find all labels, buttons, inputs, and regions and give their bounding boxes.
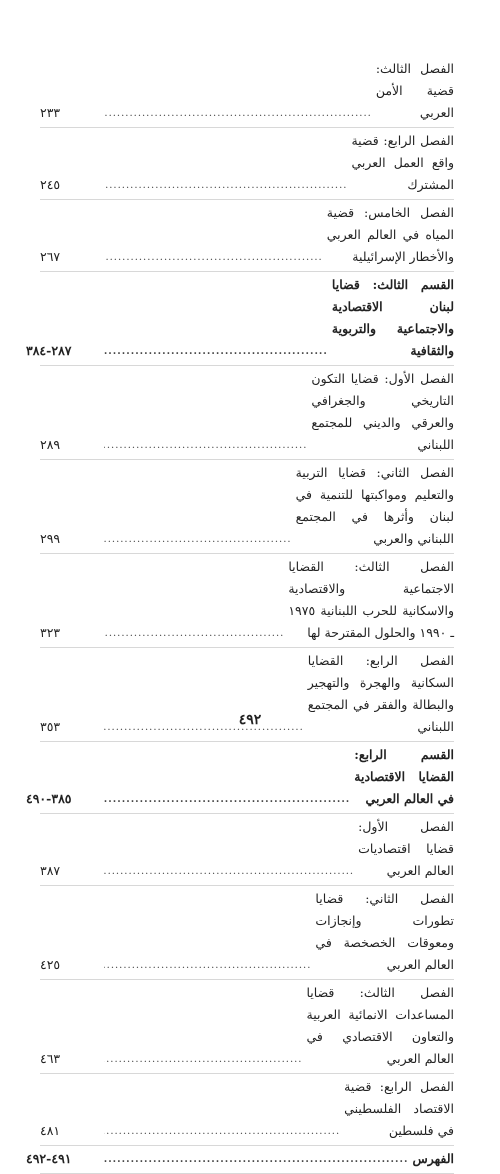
dot-leader [104, 629, 284, 639]
toc-entry [40, 814, 454, 886]
toc-entry-title: الفصل الرابع: القضايا السكانية والهجرة والتهجير والبطالة والفقر في المجتمع اللبناني [307, 653, 454, 734]
toc-entry-title: الفصل الثالث: قضية الأمن العربي [375, 61, 454, 120]
toc-entry-page: ٢٣٣ [40, 105, 61, 120]
toc-entry-title: الفصل الرابع: قضية واقع العمل العربي المشترك [351, 133, 454, 192]
dot-leader [104, 1155, 408, 1165]
dot-leader [104, 1127, 340, 1137]
toc-entry [40, 366, 454, 460]
toc-entry-page: ٤٦٣ [40, 1051, 61, 1066]
toc-entry-title: الفصل الثاني: قضايا تطورات وإنجازات ومعوقات الخصخصة في العالم العربي [315, 891, 454, 972]
toc-section-entry [26, 272, 454, 366]
dot-leader [104, 867, 354, 877]
dot-leader [104, 1055, 303, 1065]
toc-entry-title: الفصل الأول: قضايا اقتصاديات العالم العربي [358, 819, 454, 878]
toc-entry-page: ٢٨٩ [40, 437, 61, 452]
toc-entry-page: ٢٤٥ [40, 177, 61, 192]
toc-entry [40, 1074, 454, 1146]
page-number: ٤٩٢ [238, 712, 262, 728]
dot-leader [104, 535, 292, 545]
toc-entry-page: ٣٥٣ [40, 719, 61, 734]
toc-entry-title: الفصل الثالث: قضايا المساعدات الانمائية العربية والتعاون الاقتصادي في العالم العربي [306, 985, 454, 1066]
toc-entry [40, 554, 454, 648]
toc-entry-title: الفصل الرابع: قضية الاقتصاد الفلسطيني في فلسطين [344, 1079, 454, 1138]
toc-entry-page: ٤٨١ [40, 1123, 61, 1138]
toc-entry [40, 980, 454, 1074]
dot-leader [104, 181, 347, 191]
toc-entry [40, 128, 454, 200]
dot-leader [104, 961, 311, 971]
toc-section-pages: ٤٩١-٤٩٢ [26, 1151, 72, 1166]
dot-leader [104, 441, 307, 451]
dot-leader [104, 347, 328, 357]
toc-entry [40, 56, 454, 128]
dot-leader [104, 795, 350, 805]
dot-leader [104, 253, 323, 263]
toc-entry-page: ٤٢٥ [40, 957, 61, 972]
toc-entry-title: الفصل الثاني: قضايا التربية والتعليم ومواكبتها للتنمية في لبنان وأثرها في المجتمع اللبناني والعربي [295, 465, 454, 546]
toc-entry-page: ٢٦٧ [40, 249, 61, 264]
toc-section-title: الفهرس [412, 1151, 454, 1166]
toc-section-title: القسم الرابع: القضايا الاقتصادية في العالم العربي [354, 747, 454, 806]
toc-entry-page: ٣٢٣ [40, 625, 61, 640]
toc-section-pages: ٣٨٥-٤٩٠ [26, 791, 72, 806]
toc-entry-title: الفصل الأول: قضايا التكون التاريخي والجغرافي والعرقي والديني للمجتمع اللبناني [311, 371, 454, 452]
toc-section-entry [26, 742, 454, 814]
toc-index-entry [26, 1146, 454, 1174]
toc-section-title: القسم الثالث: قضايا لبنان الاقتصادية والاجتماعية والتربوية والثقافية [331, 277, 454, 358]
toc-entry-title: الفصل الثالث: القضايا الاجتماعية والاقتصادية والاسكانية للحرب اللبنانية ١٩٧٥ ـ ١٩٩٠ والحلول المقترحة لها [288, 559, 454, 640]
toc-section-pages: ٢٨٧-٣٨٤ [26, 343, 72, 358]
toc-entry-page: ٢٩٩ [40, 531, 61, 546]
toc-entry-page: ٣٨٧ [40, 863, 61, 878]
table-of-contents [26, 56, 454, 1174]
dot-leader [104, 109, 372, 119]
toc-entry [40, 200, 454, 272]
toc-entry [40, 886, 454, 980]
toc-entry-title: الفصل الخامس: قضية المياه في العالم العربي والأخطار الإسرائيلية [326, 205, 454, 264]
toc-entry [40, 460, 454, 554]
